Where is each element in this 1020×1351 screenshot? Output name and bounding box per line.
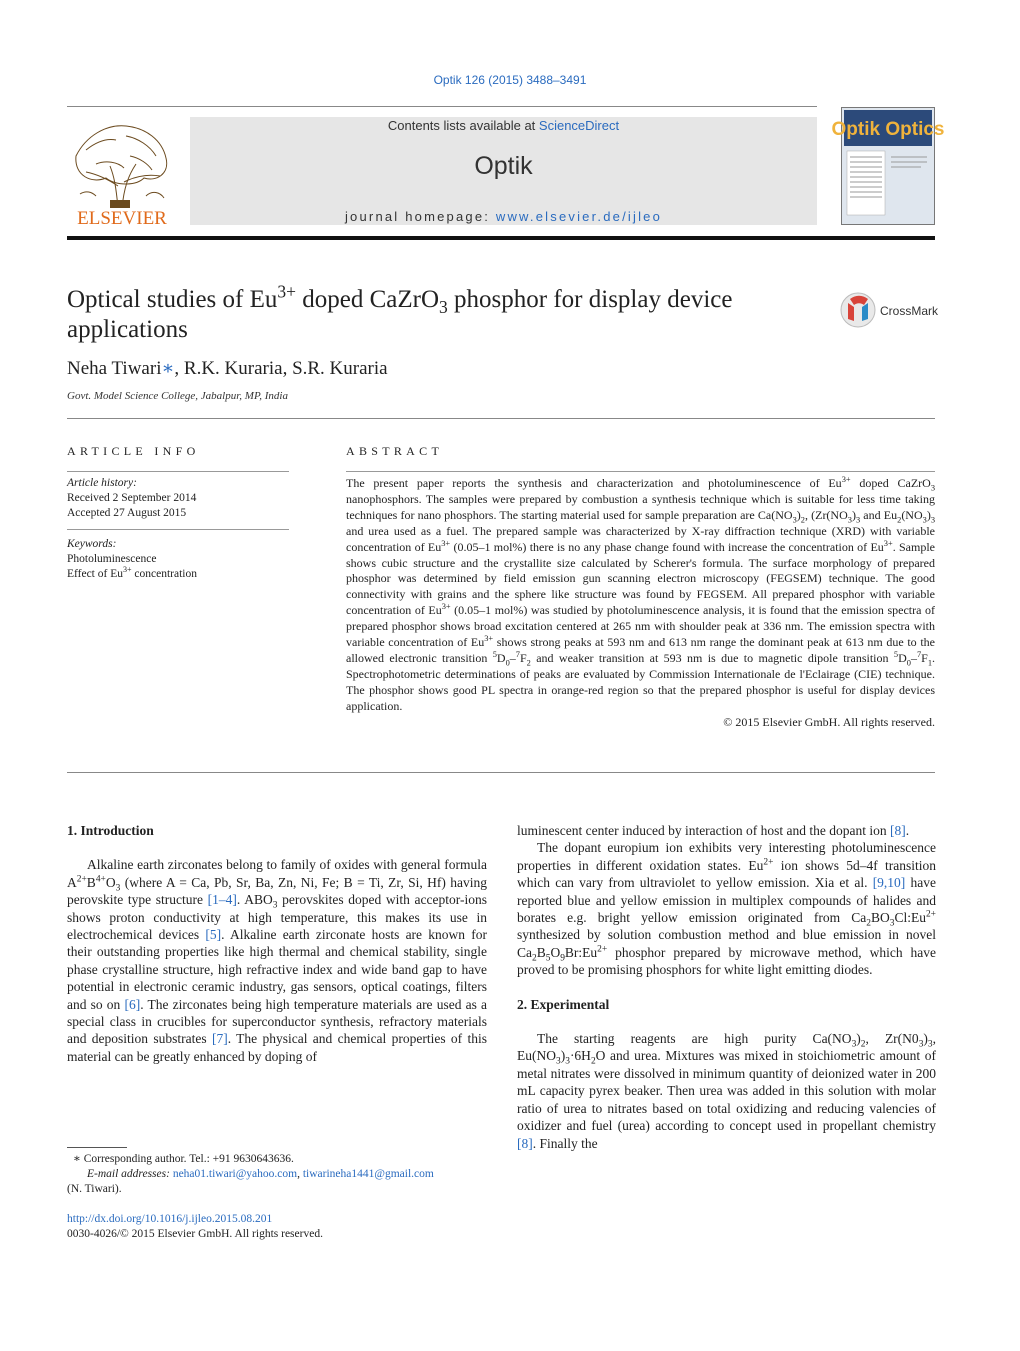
abstract-bottom-rule <box>67 772 935 773</box>
homepage-link[interactable]: www.elsevier.de/ijleo <box>495 209 663 224</box>
issn-line: 0030-4026/© 2015 Elsevier GmbH. All rights reserved. <box>67 1228 323 1240</box>
section-heading-experimental: 2. Experimental <box>517 996 610 1012</box>
keyword-text: concentration <box>131 568 198 580</box>
email-link-1[interactable]: neha01.tiwari@yahoo.com <box>172 1168 298 1180</box>
body-paragraph: Alkaline earth zirconates belong to family of oxides with general formula $A^{2+}B^{4+}O_3$ (where A = Ca, Pb, Sr, Ba, Zn, Ni, Fe; B = Ti, Zr, Si, Hf) having perovskite type structure [1–4]. $ABO_3$ perovskites doped with acceptor-ions shows proton conductivity at high temperature, this makes its use in electrochemical devices [5]. Alkaline earth zirconate hosts are known for their outstanding properties like high thermal and chemical stability, single phase crystalline structure, high refractive index and wide band gap to have potential in electronic ceramic industry, gas sensors, optical coatings, filters and so on [6]. The zirconates being high temperature materials are used as a special class in crucibles for superconductor synthesis, refractory materials and deposition substrates [7]. The physical and chemical properties of this material can be greatly enhanced by doping of <box>67 857 488 1064</box>
citation-link[interactable]: [8] <box>517 1135 533 1151</box>
journal-name: Optik <box>474 152 533 180</box>
doi-block <box>67 1212 323 1242</box>
keyword-item <box>67 567 289 582</box>
title-text-2: doped CaZrO <box>296 286 440 313</box>
journal-reference-link[interactable]: Optik 126 (2015) 3488–3491 <box>433 73 587 87</box>
paragraph-gap <box>517 979 936 996</box>
title-text-3: phosphor for display device applications <box>67 286 733 343</box>
keywords-rule <box>67 529 289 530</box>
article-info-rule <box>67 471 289 472</box>
keyword-item: Photoluminescence <box>67 553 157 565</box>
email-line <box>67 1167 487 1182</box>
article-info-heading: ARTICLE INFO <box>67 444 200 458</box>
homepage-prefix: journal homepage: <box>344 209 496 224</box>
citation-link[interactable]: [9,10] <box>872 875 906 891</box>
abstract-text: The present paper reports the synthesis and characterization and photoluminescence of $Eu^{3+}$ doped CaZrO$_3$ nanophosphors. The samples were prepared by combustion a synthesis technique which is suitable for less time taking techniques for nano phosphors. The starting material used for sample preparation are $Ca(NO_3)_2$, ($Zr(NO_3)_3$ and $Eu_2(NO_3)_3$ and urea used as a fuel. The prepared sample was characterized by X-ray diffraction technique (XRD) with variable concentration of $Eu^{3+}$ (0.05–1 mol%) there is no any phase change found with increase the concentration of $Eu^{3+}$. Sample shows cubic structure and the crystallite size calculated by Scherer's formula. The surface morphology of prepared phosphor was determined by field emission gun scanning electron microscopy (FEGSEM) technique. The good connectivity with grains and the sphere like structure was found by FEGSEM. All prepared phosphor with variable concentration of $Eu^{3+}$ (0.05–1 mol%) was studied by photoluminescence analysis, it is found that the emission spectra of prepared phosphor shows broad excitation centered at 265 nm with shoulder peak at 336 nm. The emission spectra with variable concentration of $Eu^{3+}$ shows strong peaks at 593 nm and 613 nm range the dominant peak at 613 nm due to the allowed electronic transition $^5D_0-^7F_2$ and weaker transition at 593 nm is due to magnetic dipole transition $^5D_0-^7F_1$. Spectrophotometric determinations of peaks are evaluated by Commission Internationale de l'Eclairage (CIE) technique. The phosphor shows good PL spectra in orange-red region so that the prepared phosphor is useful for display devices application. © 2015 Elsevier GmbH. All rights reserved. <box>346 475 936 729</box>
elsevier-wordmark: ELSEVIER <box>77 208 167 229</box>
crossmark-icon <box>840 291 940 331</box>
abstract-heading: ABSTRACT <box>346 444 444 458</box>
affiliation: Govt. Model Science College, Jabalpur, MP, India <box>67 390 288 402</box>
keywords-label: Keywords: <box>67 538 117 550</box>
email-separator: , <box>297 1168 303 1180</box>
accepted-date: Accepted 27 August 2015 <box>67 507 187 519</box>
header-thick-rule <box>67 236 935 240</box>
crossmark-badge[interactable] <box>840 291 940 331</box>
contents-prefix: Contents lists available at <box>387 118 539 133</box>
elsevier-tree-icon <box>66 116 178 228</box>
citation-link[interactable]: [5] <box>205 927 222 943</box>
citation-link[interactable]: [1–4] <box>207 892 237 908</box>
footnote-rule <box>67 1147 127 1148</box>
journal-cover-image[interactable] <box>831 107 945 225</box>
history-label: Article history: <box>67 477 137 489</box>
article-history <box>67 476 289 521</box>
citation-link[interactable]: [6] <box>124 996 141 1012</box>
body-column-left <box>67 822 487 1065</box>
authors-rest: , R.K. Kuraria, S.R. Kuraria <box>174 358 388 379</box>
email-owner: (N. Tiwari). <box>67 1183 122 1195</box>
body-paragraph: luminescent center induced by interaction of host and the dopant ion [8]. <box>517 823 910 838</box>
author-list <box>67 357 388 380</box>
citation-link[interactable]: [7] <box>211 1031 228 1047</box>
journal-cover-icon <box>831 107 945 225</box>
body-paragraph: The dopant europium ion exhibits very interesting photoluminescence properties in different oxidation states. $Eu^{2+}$ ion shows 5d–4f transition which can vary from ultraviolet to yellow emission. Xia et al. [9,10] have reported blue and yellow emission in multiplex compounds of halides and borates e.g. bright yellow emission originated from $Ca_2BO_3Cl:Eu^{2+}$ synthesized by solution combustion method and blue emission in novel $Ca_2B_5O_9Br:Eu^{2+}$ phosphor prepared by microwave method, which have proved to be promising phosphors for white light emitting diodes. <box>517 840 937 978</box>
body-column-right <box>517 822 936 1152</box>
homepage-line <box>190 209 817 224</box>
corresponding-author-note: ∗ Corresponding author. Tel.: +91 9630643636. <box>73 1153 294 1165</box>
article-title <box>67 281 827 345</box>
section-heading-introduction: 1. Introduction <box>67 823 154 838</box>
contents-line <box>190 118 817 133</box>
title-rule <box>67 418 935 419</box>
body-paragraph: The starting reagents are high purity $Ca(NO_3)_2$, $Zr(N0_3)_3$, $Eu(NO_3)_3\cdot 6H_2O$ and urea. Mixtures was mixed in stoichiometric amount of metal nitrates were dissolved in minimum quantity of deionized water in 200 mL capacity pyrex beaker. Then urea was added in this solution with molar ratio of urea to nitrates based on total oxidizing and reducing valencies of oxidizer and fuel (urea) according to concept used in propellant chemistry [8]. Finally the <box>517 1031 936 1151</box>
cover-title: Optik Optics <box>831 119 945 140</box>
footnote <box>67 1152 487 1197</box>
copyright-line: © 2015 Elsevier GmbH. All rights reserved. <box>723 714 935 729</box>
keyword-superscript: 3+ <box>122 565 132 575</box>
received-date: Received 2 September 2014 <box>67 492 197 504</box>
header-rule <box>67 106 817 107</box>
corresponding-author-mark[interactable]: ∗ <box>161 358 175 379</box>
email-label: E-mail addresses: <box>87 1168 173 1180</box>
crossmark-label: CrossMark <box>880 304 939 318</box>
title-superscript: 3+ <box>277 281 297 302</box>
title-text-1: Optical studies of Eu <box>67 286 278 313</box>
email-link-2[interactable]: tiwarineha1441@gmail.com <box>302 1168 434 1180</box>
doi-link[interactable]: http://dx.doi.org/10.1016/j.ijleo.2015.08.201 <box>67 1213 273 1225</box>
keyword-text: Effect of Eu <box>67 568 123 580</box>
citation-link[interactable]: [8] <box>890 823 906 838</box>
keywords <box>67 537 289 582</box>
sciencedirect-link[interactable]: ScienceDirect <box>538 118 620 133</box>
author-1: Neha Tiwari <box>67 358 162 379</box>
abstract-rule <box>346 471 935 472</box>
elsevier-logo[interactable] <box>66 116 178 228</box>
title-subscript: 3 <box>439 297 448 317</box>
